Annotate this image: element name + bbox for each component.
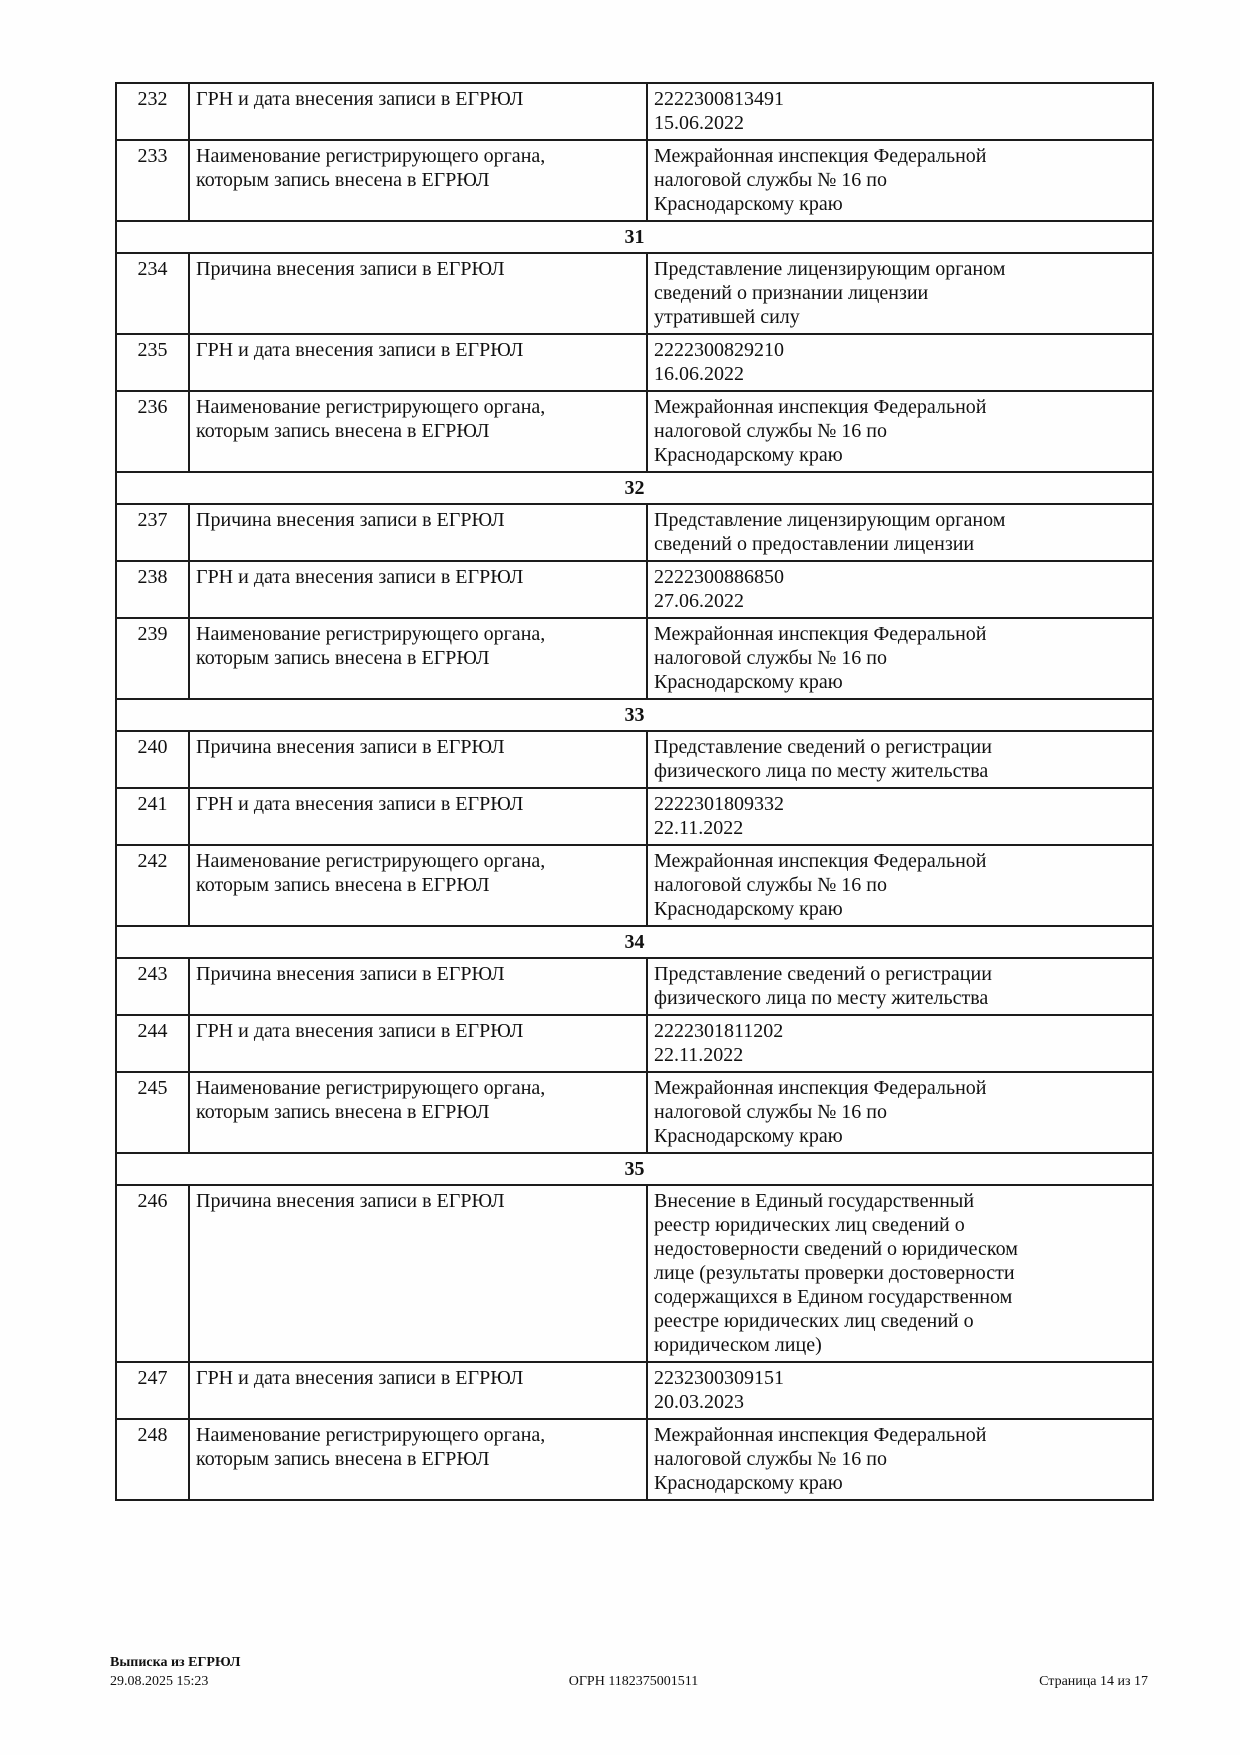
- text-line: Краснодарскому краю: [654, 898, 843, 920]
- text-line: Межрайонная инспекция Федеральной: [654, 1424, 987, 1446]
- record-row: [116, 788, 1153, 845]
- field-label-cell: [189, 561, 647, 618]
- row-number-cell: 232: [116, 83, 189, 140]
- text-line: Представление лицензирующим органом: [654, 258, 1006, 280]
- field-label-cell: [189, 845, 647, 926]
- text-line: Наименование регистрирующего органа,: [196, 1424, 546, 1446]
- text-line: 27.06.2022: [654, 590, 744, 612]
- text-line: недостоверности сведений о юридическом: [654, 1238, 1018, 1260]
- text-line: Наименование регистрирующего органа,: [196, 145, 546, 167]
- record-row: [116, 618, 1153, 699]
- text-line: Краснодарскому краю: [654, 1125, 843, 1147]
- text-line: Краснодарскому краю: [654, 1472, 843, 1494]
- text-line: сведений о предоставлении лицензии: [654, 533, 975, 555]
- text-line: физического лица по месту жительства: [654, 760, 989, 782]
- footer-document-title: Выписка из ЕГРЮЛ: [110, 1655, 241, 1670]
- text-line: юридическом лице): [654, 1334, 822, 1356]
- row-number-cell: 236: [116, 391, 189, 472]
- row-number-cell: 244: [116, 1015, 189, 1072]
- field-value-cell: [647, 253, 1153, 334]
- field-label-cell: [189, 1185, 647, 1362]
- text-line: Межрайонная инспекция Федеральной: [654, 145, 987, 167]
- record-row: [116, 504, 1153, 561]
- row-number-cell: 246: [116, 1185, 189, 1362]
- text-line: сведений о признании лицензии: [654, 282, 929, 304]
- text-line: налоговой службы № 16 по: [654, 1101, 887, 1123]
- text-line: 16.06.2022: [654, 363, 744, 385]
- field-value-cell: [647, 561, 1153, 618]
- field-value-cell: [647, 1072, 1153, 1153]
- text-line: ГРН и дата внесения записи в ЕГРЮЛ: [196, 339, 524, 361]
- text-line: 15.06.2022: [654, 112, 744, 134]
- field-label-cell: [189, 731, 647, 788]
- record-row: [116, 83, 1153, 140]
- text-line: утратившей силу: [654, 306, 800, 328]
- field-label-cell: [189, 618, 647, 699]
- text-line: которым запись внесена в ЕГРЮЛ: [196, 420, 490, 442]
- egrul-table: [115, 82, 1154, 1501]
- section-number: 33: [116, 699, 1153, 731]
- field-label-cell: [189, 253, 647, 334]
- row-number-cell: 241: [116, 788, 189, 845]
- text-line: Наименование регистрирующего органа,: [196, 850, 546, 872]
- text-line: Краснодарскому краю: [654, 671, 843, 693]
- text-line: налоговой службы № 16 по: [654, 420, 887, 442]
- text-line: ГРН и дата внесения записи в ЕГРЮЛ: [196, 1367, 524, 1389]
- field-value-cell: [647, 1362, 1153, 1419]
- field-label-cell: [189, 1419, 647, 1500]
- text-line: лице (результаты проверки достоверности: [654, 1262, 1015, 1284]
- field-value-cell: [647, 1185, 1153, 1362]
- text-line: ГРН и дата внесения записи в ЕГРЮЛ: [196, 88, 524, 110]
- row-number-cell: 237: [116, 504, 189, 561]
- text-line: которым запись внесена в ЕГРЮЛ: [196, 647, 490, 669]
- text-line: 2222300886850: [654, 566, 784, 588]
- text-line: Представление лицензирующим органом: [654, 509, 1006, 531]
- field-value-cell: [647, 83, 1153, 140]
- text-line: физического лица по месту жительства: [654, 987, 989, 1009]
- text-line: налоговой службы № 16 по: [654, 1448, 887, 1470]
- text-line: Наименование регистрирующего органа,: [196, 1077, 546, 1099]
- row-number-cell: 233: [116, 140, 189, 221]
- record-row: [116, 253, 1153, 334]
- field-label-cell: [189, 391, 647, 472]
- row-number-cell: 235: [116, 334, 189, 391]
- record-row: [116, 845, 1153, 926]
- record-row: [116, 958, 1153, 1015]
- field-value-cell: [647, 958, 1153, 1015]
- text-line: Внесение в Единый государственный: [654, 1190, 975, 1212]
- field-label-cell: [189, 334, 647, 391]
- text-line: налоговой службы № 16 по: [654, 169, 887, 191]
- field-value-cell: [647, 788, 1153, 845]
- row-number-cell: 238: [116, 561, 189, 618]
- field-value-cell: [647, 504, 1153, 561]
- text-line: Краснодарскому краю: [654, 193, 843, 215]
- text-line: Межрайонная инспекция Федеральной: [654, 623, 987, 645]
- field-label-cell: [189, 140, 647, 221]
- field-label-cell: [189, 1362, 647, 1419]
- section-header-row: [116, 699, 1153, 731]
- text-line: которым запись внесена в ЕГРЮЛ: [196, 874, 490, 896]
- footer-ogrn: ОГРН 1182375001511: [568, 1674, 699, 1689]
- record-row: [116, 334, 1153, 391]
- field-value-cell: [647, 618, 1153, 699]
- field-value-cell: [647, 1015, 1153, 1072]
- record-row: [116, 391, 1153, 472]
- field-label-cell: [189, 1072, 647, 1153]
- text-line: 22.11.2022: [654, 1044, 744, 1066]
- text-line: Причина внесения записи в ЕГРЮЛ: [196, 509, 505, 531]
- text-line: 2222300829210: [654, 339, 784, 361]
- record-row: [116, 1362, 1153, 1419]
- section-header-row: [116, 221, 1153, 253]
- text-line: ГРН и дата внесения записи в ЕГРЮЛ: [196, 566, 524, 588]
- text-line: Причина внесения записи в ЕГРЮЛ: [196, 736, 505, 758]
- text-line: 2222301811202: [654, 1020, 784, 1042]
- field-label-cell: [189, 788, 647, 845]
- text-line: Причина внесения записи в ЕГРЮЛ: [196, 258, 505, 280]
- text-line: 2232300309151: [654, 1367, 784, 1389]
- field-value-cell: [647, 140, 1153, 221]
- text-line: налоговой службы № 16 по: [654, 647, 887, 669]
- record-row: [116, 731, 1153, 788]
- record-row: [116, 1015, 1153, 1072]
- section-number: 34: [116, 926, 1153, 958]
- field-label-cell: [189, 958, 647, 1015]
- row-number-cell: 239: [116, 618, 189, 699]
- text-line: 2222300813491: [654, 88, 784, 110]
- section-header-row: [116, 1153, 1153, 1185]
- row-number-cell: 248: [116, 1419, 189, 1500]
- text-line: 2222301809332: [654, 793, 784, 815]
- row-number-cell: 240: [116, 731, 189, 788]
- field-label-cell: [189, 83, 647, 140]
- section-number: 35: [116, 1153, 1153, 1185]
- text-line: Представление сведений о регистрации: [654, 963, 992, 985]
- text-line: налоговой службы № 16 по: [654, 874, 887, 896]
- text-line: которым запись внесена в ЕГРЮЛ: [196, 1101, 490, 1123]
- text-line: 22.11.2022: [654, 817, 744, 839]
- row-number-cell: 242: [116, 845, 189, 926]
- row-number-cell: 234: [116, 253, 189, 334]
- field-label-cell: [189, 504, 647, 561]
- footer-datetime: 29.08.2025 15:23: [110, 1674, 209, 1689]
- section-header-row: [116, 472, 1153, 504]
- field-value-cell: [647, 391, 1153, 472]
- text-line: Причина внесения записи в ЕГРЮЛ: [196, 963, 505, 985]
- section-number: 31: [116, 221, 1153, 253]
- text-line: содержащихся в Едином государственном: [654, 1286, 1013, 1308]
- footer-page-number: Страница 14 из 17: [1039, 1674, 1148, 1689]
- field-value-cell: [647, 334, 1153, 391]
- record-row: [116, 1185, 1153, 1362]
- record-row: [116, 1072, 1153, 1153]
- record-row: [116, 140, 1153, 221]
- field-value-cell: [647, 845, 1153, 926]
- row-number-cell: 247: [116, 1362, 189, 1419]
- section-number: 32: [116, 472, 1153, 504]
- row-number-cell: 243: [116, 958, 189, 1015]
- text-line: Представление сведений о регистрации: [654, 736, 992, 758]
- egrul-table-body: [116, 83, 1153, 1500]
- row-number-cell: 245: [116, 1072, 189, 1153]
- text-line: Краснодарскому краю: [654, 444, 843, 466]
- field-value-cell: [647, 1419, 1153, 1500]
- section-header-row: [116, 926, 1153, 958]
- text-line: реестр юридических лиц сведений о: [654, 1214, 965, 1236]
- text-line: ГРН и дата внесения записи в ЕГРЮЛ: [196, 1020, 524, 1042]
- text-line: Наименование регистрирующего органа,: [196, 623, 546, 645]
- text-line: которым запись внесена в ЕГРЮЛ: [196, 169, 490, 191]
- text-line: 20.03.2023: [654, 1391, 744, 1413]
- text-line: Межрайонная инспекция Федеральной: [654, 850, 987, 872]
- text-line: реестре юридических лиц сведений о: [654, 1310, 974, 1332]
- record-row: [116, 561, 1153, 618]
- field-label-cell: [189, 1015, 647, 1072]
- field-value-cell: [647, 731, 1153, 788]
- text-line: ГРН и дата внесения записи в ЕГРЮЛ: [196, 793, 524, 815]
- text-line: Межрайонная инспекция Федеральной: [654, 396, 987, 418]
- record-row: [116, 1419, 1153, 1500]
- text-line: Наименование регистрирующего органа,: [196, 396, 546, 418]
- text-line: Причина внесения записи в ЕГРЮЛ: [196, 1190, 505, 1212]
- text-line: которым запись внесена в ЕГРЮЛ: [196, 1448, 490, 1470]
- text-line: Межрайонная инспекция Федеральной: [654, 1077, 987, 1099]
